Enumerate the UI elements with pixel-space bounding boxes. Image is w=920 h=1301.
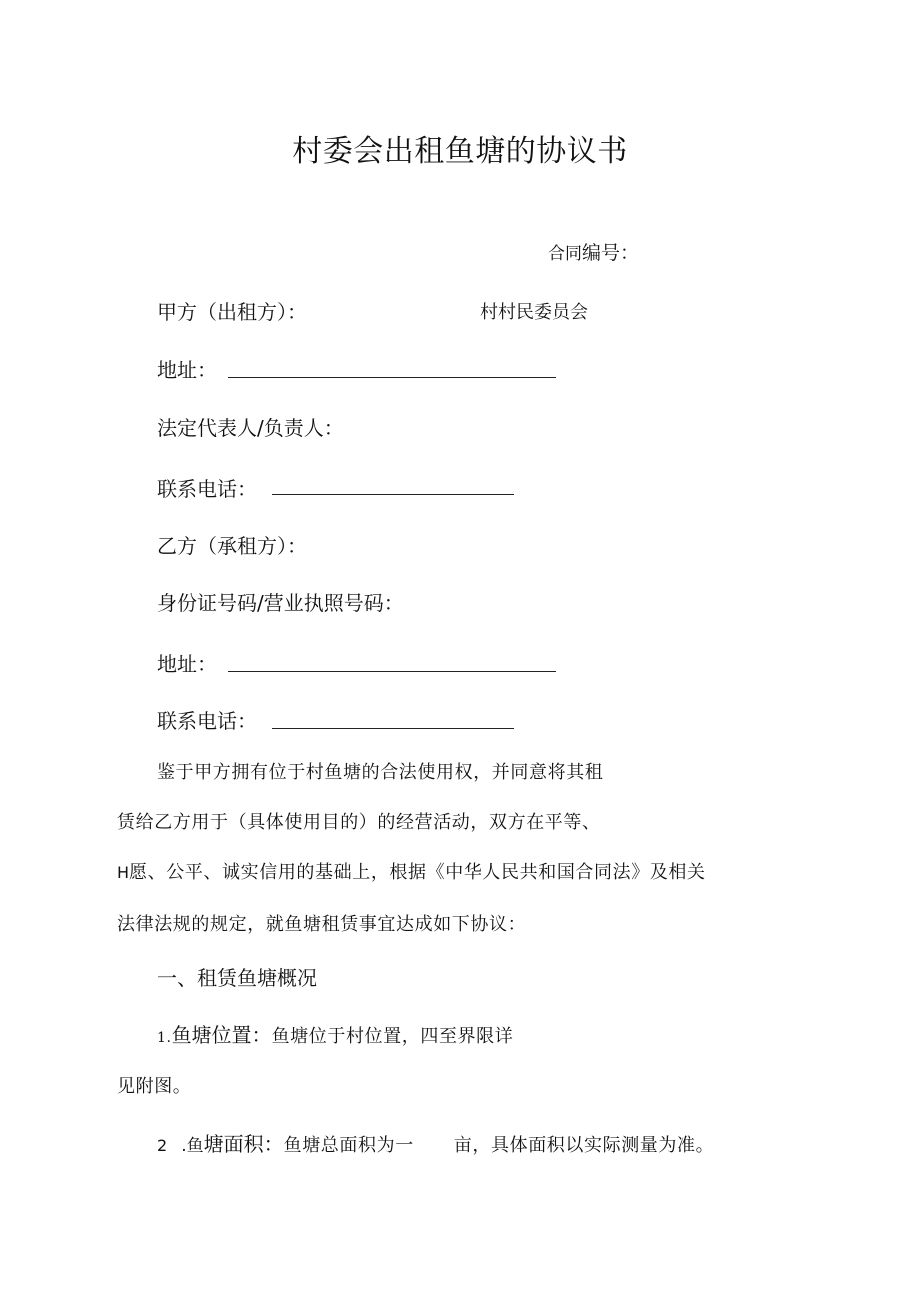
party-b-phone-label: 联系电话： <box>157 709 257 733</box>
party-b-label: 乙方（承租方）： <box>157 534 307 558</box>
party-a-address-line <box>228 377 556 378</box>
section-1-item-2 <box>157 1128 714 1157</box>
preamble-line-4: 法律法规的规定，就鱼塘租赁事宜达成如下协议： <box>117 914 527 935</box>
party-a-phone-line <box>272 494 514 495</box>
contract-number <box>548 238 639 265</box>
item-2-label-b: 塘面积： <box>203 1132 284 1156</box>
preamble-line-1: 鉴于甲方拥有位于村鱼塘的合法使用权，并同意将其租 <box>157 762 604 783</box>
party-a-value: 村村民委员会 <box>480 302 588 323</box>
item-2-text-a: 鱼塘总面积为一 <box>283 1135 414 1156</box>
contract-number-prefix: 合同 <box>548 244 582 264</box>
item-2-label-a: .鱼 <box>181 1136 204 1156</box>
party-b-id-label: 身份证号码/营业执照号码： <box>157 591 404 615</box>
section-1-heading: 一、租赁鱼塘概况 <box>157 966 317 990</box>
section-1-item-1 <box>157 1019 513 1048</box>
preamble-line-3-text: 愿、公平、诚实信用的基础上，根据《中华人民共和国合同法》及相关 <box>129 862 706 883</box>
party-b-address-line <box>228 671 556 672</box>
party-a-rep-label: 法定代表人/负责人： <box>157 416 344 440</box>
item-1-text: 鱼塘位于村位置，四至界限详 <box>271 1026 514 1047</box>
party-a-label: 甲方（出租方）： <box>157 300 307 324</box>
party-a-phone-label: 联系电话： <box>157 477 257 501</box>
section-1-item-1-cont: 见附图。 <box>117 1076 192 1097</box>
document-title: 村委会出租鱼塘的协议书 <box>292 134 628 169</box>
party-b-phone-line <box>272 728 514 729</box>
item-2-number: 2 <box>157 1136 168 1155</box>
party-b-address-label: 地址： <box>157 652 217 676</box>
item-1-number: 1. <box>157 1030 172 1046</box>
preamble-line-2: 赁给乙方用于（具体使用目的）的经营活动，双方在平等、 <box>117 812 601 833</box>
party-a-address-label: 地址： <box>157 358 217 382</box>
item-1-label: 鱼塘位置： <box>171 1023 272 1047</box>
item-2-text-b: 亩，具体面积以实际测量为准。 <box>453 1135 715 1156</box>
preamble-line-3 <box>117 858 706 884</box>
preamble-line-3-lead: H <box>117 863 130 882</box>
contract-number-label: 编号： <box>582 242 640 264</box>
